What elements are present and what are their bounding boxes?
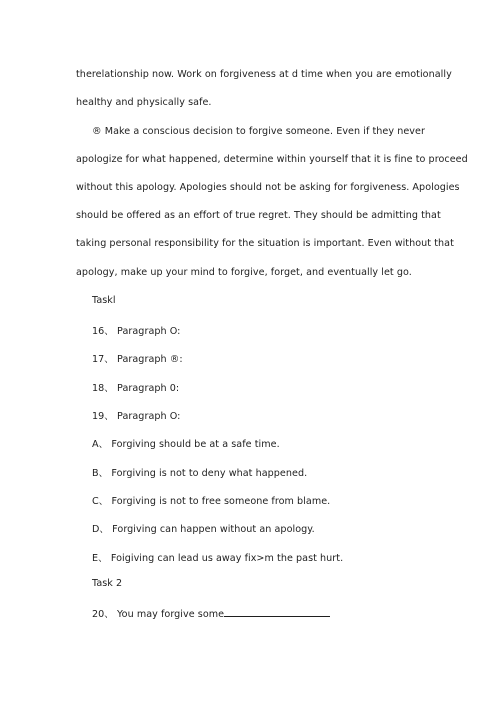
question-text: 20、 You may forgive some [92,609,225,620]
task2-heading: Task 2 [92,578,123,589]
option-item: C、 Forgiving is not to free someone from blame. [92,496,331,507]
paragraph-line: apologize for what happened, determine within yourself that it is fine to proceed [76,154,468,165]
paragraph-line: therelationship now. Work on forgiveness at d time when you are emotionally [76,69,452,80]
option-item: E、 Foigiving can lead us away fix>m the past hurt. [92,553,344,564]
option-item: D、 Forgiving can happen without an apology. [92,524,315,535]
question-item: 18、 Paragraph 0: [92,383,180,394]
task1-heading: Taskl [92,295,116,306]
paragraph-line: taking personal responsibility for the situation is important. Even without that [76,238,454,249]
answer-blank [224,607,330,617]
task2-question [92,606,330,620]
option-item: A、 Forgiving should be at a safe time. [92,439,280,450]
paragraph-line: without this apology. Apologies should not be asking for forgiveness. Apologies [76,182,460,193]
paragraph-line: healthy and physically safe. [76,97,212,108]
option-item: B、 Forgiving is not to deny what happened. [92,468,308,479]
question-item: 16、 Paragraph O: [92,326,181,337]
question-item: 19、 Paragraph O: [92,411,181,422]
paragraph-line: ® Make a conscious decision to forgive someone. Even if they never [92,126,425,137]
paragraph-line: should be offered as an effort of true regret. They should be admitting that [76,210,441,221]
question-item: 17、 Paragraph ®: [92,354,183,365]
paragraph-line: apology, make up your mind to forgive, forget, and eventually let go. [76,267,412,278]
